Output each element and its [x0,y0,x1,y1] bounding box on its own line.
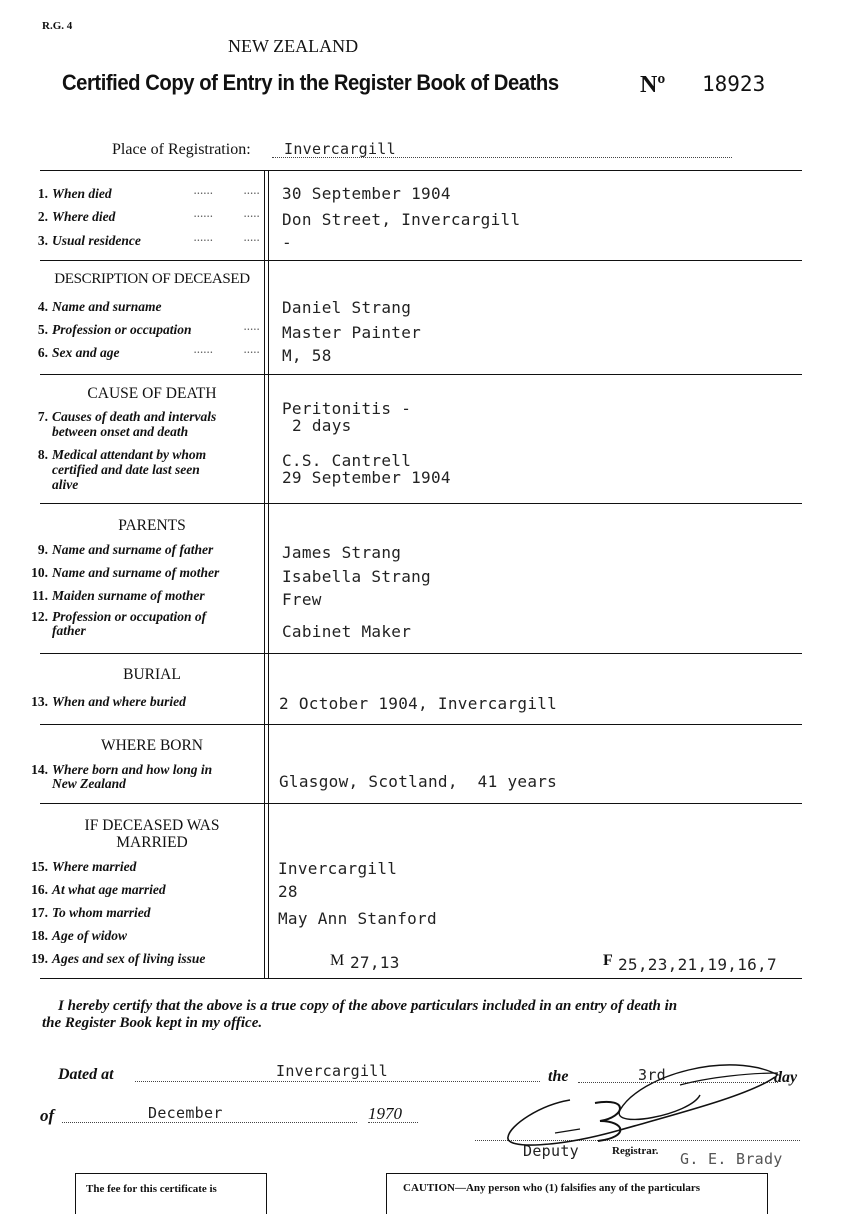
section-divider [40,260,802,261]
section-heading-parents: PARENTS [118,517,186,534]
section-heading-cause: CAUSE OF DEATH [87,385,217,402]
deceased-sex-age: M, 58 [282,346,332,365]
issue-male-label: M [330,952,345,969]
certificate-number: 18923 [702,72,766,96]
date-of-death: 30 September 1904 [282,184,451,203]
number-label: Nº [640,72,666,98]
issue-female-ages: 25,23,21,19,16,7 [618,955,777,974]
item-19-label: 19. Ages and sex of living issue [31,951,206,966]
column-divider-right [268,170,269,978]
issue-male-ages: 27,13 [350,953,400,972]
fee-box [75,1173,267,1214]
deceased-name: Daniel Strang [282,298,412,317]
registration-label: Place of Registration: [112,141,251,158]
age-at-marriage: 28 [278,882,298,901]
item-9-label: 9. Name and surname of father [37,542,214,557]
item-13-label: 13. When and where buried [31,694,186,709]
of-label: of [40,1106,55,1125]
birthplace: Glasgow, Scotland, 41 years [279,772,558,791]
dated-at-label: Dated at [58,1066,114,1083]
item-8-label: 8. Medical attendant by whom certified and date last seen alive [37,447,207,492]
item-7-label: 7. Causes of death and intervals between onset and death [37,409,217,439]
item-17-label: 17. To whom married [31,905,151,920]
column-divider-left [264,170,265,978]
registration-value: Invercargill [284,140,396,158]
certification-statement: I hereby certify that the above is a true copy of the above particulars included in an entry of death in the Register Book kept in my office. [42,998,678,1031]
dated-place: Invercargill [276,1062,388,1080]
section-heading-description: DESCRIPTION OF DECEASED [54,271,250,287]
item-1-label: 1. When died ...... ..... [37,186,261,201]
place-of-death: Don Street, Invercargill [282,210,521,229]
registrar-label: Registrar. [612,1145,659,1157]
item-5-label: 5. Profession or occupation ..... [37,322,261,337]
dated-year: 1970 [368,1104,402,1123]
table-bottom-rule [40,978,802,979]
section-divider [40,653,802,654]
spouse-name: May Ann Stanford [278,909,437,928]
caution-text: CAUTION—Any person who (1) falsifies any of the particulars [403,1182,700,1194]
item-15-label: 15. Where married [31,859,137,874]
item-4-label: 4. Name and surname [37,299,162,314]
deputy-text: Deputy [523,1142,579,1160]
registrar-name: G. E. Brady [680,1150,783,1168]
father-occupation: Cabinet Maker [282,622,412,641]
item-3-label: 3. Usual residence ...... ..... [37,233,261,248]
item-10-label: 10. Name and surname of mother [31,565,220,580]
medical-attendant: C.S. Cantrell 29 September 1904 [282,451,451,487]
mother-maiden-name: Frew [282,590,322,609]
section-heading-burial: BURIAL [123,666,181,683]
item-6-label: 6. Sex and age ...... ..... [37,345,261,360]
cause-of-death: Peritonitis - 2 days [282,399,412,435]
item-2-label: 2. Where died ...... ..... [37,209,261,224]
section-divider [40,803,802,804]
section-heading-where-born: WHERE BORN [100,737,204,754]
father-name: James Strang [282,543,402,562]
caution-box [386,1173,768,1214]
the-label: the [548,1068,569,1085]
burial-details: 2 October 1904, Invercargill [279,694,558,713]
day-label: day [774,1069,798,1086]
dated-at-dotted-line [135,1081,540,1082]
dated-day: 3rd [638,1066,666,1084]
fee-text: The fee for this certificate is [86,1183,217,1195]
registrar-signature [500,1055,790,1165]
section-divider [40,374,802,375]
deceased-occupation: Master Painter [282,323,422,342]
country-heading: NEW ZEALAND [228,36,359,56]
place-of-marriage: Invercargill [278,859,398,878]
mother-name: Isabella Strang [282,567,431,586]
issue-female-label: F [603,952,613,969]
month-dotted-line [62,1122,357,1123]
section-divider [40,724,802,725]
document-title: Certified Copy of Entry in the Register Book of Deaths [62,70,559,95]
section-divider [40,503,802,504]
item-14-label: 14. Where born and how long in New Zealand [31,762,213,791]
table-top-rule [40,170,802,171]
item-18-label: 18. Age of widow [31,928,128,943]
form-code: R.G. 4 [42,20,73,32]
dated-month: December [148,1104,223,1122]
item-11-label: 11. Maiden surname of mother [31,588,205,603]
usual-residence: - [282,233,292,252]
item-12-label: 12. Profession or occupation of father [31,609,207,638]
section-heading-married: IF DECEASED WAS MARRIED [84,817,220,851]
item-16-label: 16. At what age married [31,882,166,897]
